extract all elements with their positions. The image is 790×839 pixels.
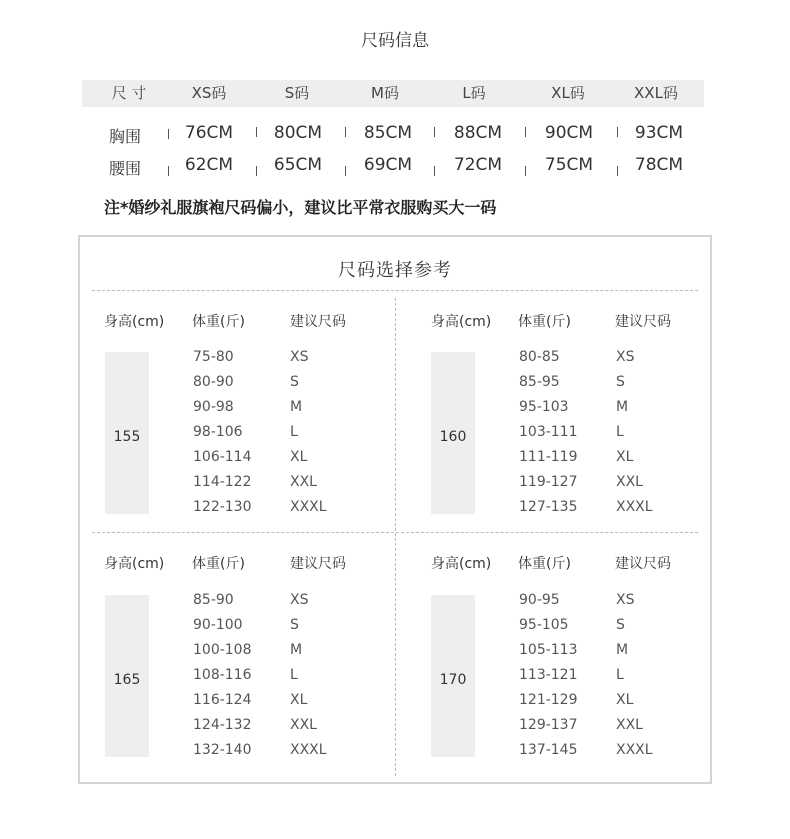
recommended-size: XXL <box>290 717 317 733</box>
weight-range: 127-135 <box>519 499 578 515</box>
weight-range: 103-111 <box>519 424 578 440</box>
divider-tick <box>168 129 169 139</box>
weight-range: 137-145 <box>519 742 578 758</box>
weight-range: 121-129 <box>519 692 578 708</box>
size-header-xxl: XXL码 <box>634 84 678 102</box>
waist-value: 72CM <box>453 155 503 175</box>
divider-tick <box>617 127 618 137</box>
size-header-l: L码 <box>462 84 486 102</box>
weight-range: 129-137 <box>519 717 578 733</box>
bust-value: 88CM <box>453 123 503 143</box>
height-value: 155 <box>113 429 141 445</box>
recommended-size: XS <box>616 592 635 608</box>
weight-range: 122-130 <box>193 499 252 515</box>
weight-range: 90-100 <box>193 617 243 633</box>
divider-tick <box>525 166 526 176</box>
recommended-size: XXL <box>290 474 317 490</box>
recommended-size: L <box>616 424 624 440</box>
col-header-height: 身高(cm) <box>431 556 492 572</box>
bust-value: 85CM <box>363 123 413 143</box>
recommended-size: M <box>616 399 629 415</box>
col-header-size: 建议尺码 <box>615 314 671 330</box>
weight-range: 108-116 <box>193 667 252 683</box>
height-value: 160 <box>439 429 467 445</box>
weight-range: 105-113 <box>519 642 578 658</box>
recommended-size: S <box>616 374 625 390</box>
col-header-weight: 体重(斤) <box>192 556 245 572</box>
bust-value: 76CM <box>184 123 234 143</box>
weight-range: 85-90 <box>193 592 234 608</box>
recommended-size: XXXL <box>616 742 653 758</box>
weight-range: 100-108 <box>193 642 252 658</box>
waist-value: 78CM <box>634 155 684 175</box>
waist-value: 62CM <box>184 155 234 175</box>
divider-tick <box>168 166 169 176</box>
col-header-size: 建议尺码 <box>290 556 346 572</box>
size-header-s: S码 <box>284 84 310 102</box>
divider-tick <box>256 127 257 137</box>
col-header-height: 身高(cm) <box>431 314 492 330</box>
header-label: 尺 寸 <box>111 84 147 102</box>
reference-title: 尺码选择参考 <box>338 260 452 281</box>
weight-range: 113-121 <box>519 667 578 683</box>
waist-value: 75CM <box>544 155 594 175</box>
recommended-size: XXXL <box>616 499 653 515</box>
height-value: 165 <box>113 672 141 688</box>
size-header-xl: XL码 <box>551 84 585 102</box>
divider-tick <box>434 166 435 176</box>
col-header-weight: 体重(斤) <box>192 314 245 330</box>
weight-range: 119-127 <box>519 474 578 490</box>
recommended-size: M <box>290 399 303 415</box>
weight-range: 95-103 <box>519 399 569 415</box>
recommended-size: XXL <box>616 717 643 733</box>
dashed-divider <box>395 298 396 776</box>
weight-range: 98-106 <box>193 424 243 440</box>
weight-range: 111-119 <box>519 449 578 465</box>
col-header-weight: 体重(斤) <box>518 314 571 330</box>
recommended-size: XL <box>290 692 308 708</box>
divider-tick <box>617 166 618 176</box>
recommended-size: S <box>290 617 299 633</box>
weight-range: 90-98 <box>193 399 234 415</box>
recommended-size: L <box>616 667 624 683</box>
size-table-header <box>82 80 704 107</box>
weight-range: 116-124 <box>193 692 252 708</box>
recommended-size: L <box>290 424 298 440</box>
recommended-size: XS <box>616 349 635 365</box>
divider-tick <box>525 127 526 137</box>
divider-tick <box>345 127 346 137</box>
weight-range: 90-95 <box>519 592 560 608</box>
recommended-size: M <box>616 642 629 658</box>
recommended-size: XS <box>290 349 309 365</box>
weight-range: 80-85 <box>519 349 560 365</box>
row-label-waist: 腰围 <box>109 159 142 178</box>
recommended-size: S <box>616 617 625 633</box>
col-header-size: 建议尺码 <box>290 314 346 330</box>
col-header-height: 身高(cm) <box>104 556 165 572</box>
recommended-size: XXXL <box>290 499 327 515</box>
divider-tick <box>434 127 435 137</box>
weight-range: 80-90 <box>193 374 234 390</box>
weight-range: 95-105 <box>519 617 569 633</box>
recommended-size: S <box>290 374 299 390</box>
waist-value: 65CM <box>273 155 323 175</box>
waist-value: 69CM <box>363 155 413 175</box>
col-header-weight: 体重(斤) <box>518 556 571 572</box>
weight-range: 114-122 <box>193 474 252 490</box>
size-header-m: M码 <box>371 84 399 102</box>
size-note: 注*婚纱礼服旗袍尺码偏小，建议比平常衣服购买大一码 <box>104 198 497 217</box>
col-header-height: 身高(cm) <box>104 314 165 330</box>
weight-range: 106-114 <box>193 449 252 465</box>
weight-range: 85-95 <box>519 374 560 390</box>
dashed-divider <box>92 290 698 291</box>
bust-value: 93CM <box>634 123 684 143</box>
weight-range: 124-132 <box>193 717 252 733</box>
row-label-bust: 胸围 <box>109 127 142 146</box>
height-value: 170 <box>439 672 467 688</box>
recommended-size: XL <box>290 449 308 465</box>
weight-range: 75-80 <box>193 349 234 365</box>
recommended-size: M <box>290 642 303 658</box>
bust-value: 80CM <box>273 123 323 143</box>
recommended-size: XXL <box>616 474 643 490</box>
size-header-xs: XS码 <box>191 84 227 102</box>
recommended-size: XL <box>616 692 634 708</box>
recommended-size: L <box>290 667 298 683</box>
divider-tick <box>256 166 257 176</box>
col-header-size: 建议尺码 <box>615 556 671 572</box>
recommended-size: XS <box>290 592 309 608</box>
bust-value: 90CM <box>544 123 594 143</box>
recommended-size: XXXL <box>290 742 327 758</box>
weight-range: 132-140 <box>193 742 252 758</box>
recommended-size: XL <box>616 449 634 465</box>
divider-tick <box>345 166 346 176</box>
page-title: 尺码信息 <box>361 31 429 51</box>
